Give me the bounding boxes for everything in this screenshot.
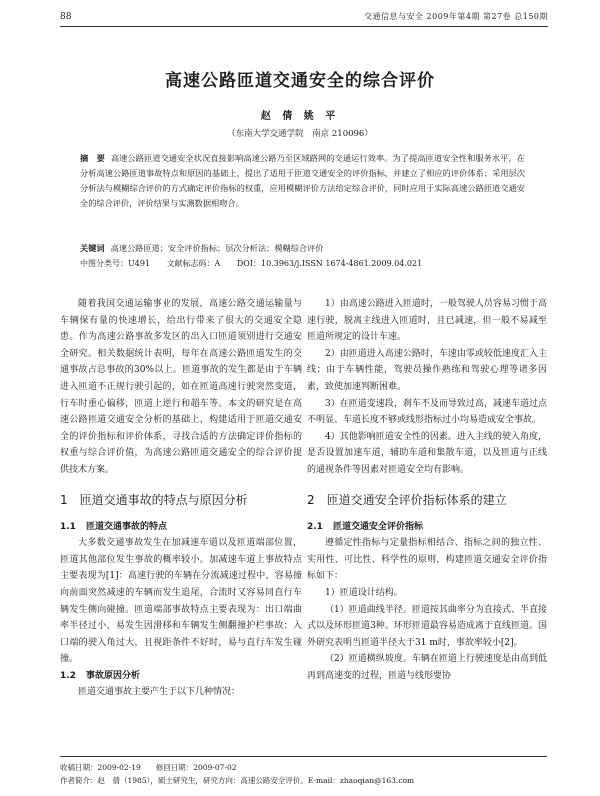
abstract-text: 高速公路匝道交通安全状况直接影响高速公路乃至区域路网的交通运行效率。为了提高匝道安全性和服务水平，在分析高速公路匝道事故特点和原因的基础上，提出了适用于匝道交通安全的评价指标，并建立了相应的评价体系；采用层次分析法与模糊综合评价的方式确定评价指标的权重，应用模糊评价方法给定综合评价，同时应用于实际高速公路匝道交通安全的综合评价，评价结果与实测数据相吻合。 [80,153,525,208]
paper-title: 高速公路匝道交通安全的综合评价 [165,71,435,91]
section-2-number: 2 [307,492,315,507]
paragraph-1-1: 大多数交通事故发生在加减速车道以及匝道端部位置，匝道其他部位发生事故的概率较小。加减速车道上事故特点主要表现为[1]：高速行驶的车辆在分流减速过程中，容易撞向前面突然减速的车辆而发生追尾，合流时又容易同直行车辆发生侧向碰撞。匝道端部事故特点主要表现为：出口端曲率半径过小，易发生因滑移和车辆发生侧翻撞护栏事故；入口端的驶入角过大，且视距条件不好时，易与直行车发生碰撞。 [60,538,302,665]
paragraph-2-2: 1）匝道设计结构。 [325,587,403,598]
journal-info: 交通信息与安全 2009年第4期 第27卷 总150期 [363,12,548,21]
subsection-1-1-heading [60,519,302,536]
section-2-heading [307,491,547,509]
list-item-4: 4）其他影响匝道安全性的因素。进入主线的驶入角度，是否设置加速车道，辅助车道和集散车道，以及匝道与正线的通视条件等因素对匝道安全均有影响。 [307,431,547,475]
paragraph-1-2: 匝道交通事故主要产生于以下几种情况： [78,687,241,698]
classification-line [80,257,530,271]
list-item-2: 2）由匝道进入高速公路时，车速由零或较低速度汇入主线；由于车辆性能，驾驶员操作熟练和驾驶心理等诸多因素，致使加速判断困难。 [307,348,547,392]
subsection-1-2-title: 事故原因分析 [85,670,140,681]
list-item-3: 3）在匝道变速段，刹车不及而导致过高，减速车道过点不明显、车道长度不够或线形指标过小均易造成安全事故。 [307,398,547,426]
section-1-title: 匝道交通事故的特点与原因分析 [79,492,248,507]
subsection-1-1-title: 匝道交通事故的特点 [85,521,167,532]
keywords-label: 关键词 [80,243,105,253]
subsection-2-1-number: 2.1 [307,521,323,532]
footnote-author-bio: 作者简介：赵 倩（1985），硕士研究生，研究方向：高速公路安全评价。E-mail：zhaoqian@163.com [60,776,415,785]
right-column [307,296,547,684]
running-header [60,10,548,27]
paragraph-2-4: （2）匝道横纵坡度。车辆在匝道上行驶速度是由高到低再到高速变的过程，匝道与线形要协 [307,654,547,681]
paragraph-2-3: （1）匝道曲线半径。匝道按其曲率分为直接式、半直接式以及环形匝道3种。环形匝道最容易造成离于直线匝道。国外研究表明当匝道半径大于31 m时，事故率较小[2]。 [307,604,547,648]
clc-number: 中图分类号：U491 [80,259,151,268]
footnote-dates: 收稿日期：2009-02-19 修回日期：2009-07-02 [60,763,237,772]
left-column [60,296,302,701]
doi: DOI：10.3963/j.ISSN 1674-4861.2009.04.021 [236,259,423,268]
paragraph-2-1: 遵循定性指标与定量指标相结合、指标之间的独立性、实用性、可比性、科学性的原则，构建匝道交通安全评价指标如下： [307,538,547,582]
doc-code: 文献标志码：A [166,259,221,268]
intro-paragraph: 随着我国交通运输事业的发展，高速公路交通运输量与车辆保有量的快速增长，给出行带来了很大的交通安全隐患。作为高速公路事故多发区的出入口匝道须别进行交通安全研究。相关数据统计表明，每年在高速公路匝道发生的交通事故占总事故的30%以上。匝道事故的发生都是由于车辆进入匝道不正规行驶引起的，如在匝道高速行驶突然变道，行车时重心偏移，匝道上逆行和超车等。本文的研究是在高速公路匝道交通安全分析的基础上，构建适用于匝道交通安全的评价指标和评价体系，寻找合适的方法确定评价指标的权重与综合评价值，为高速公路匝道交通安全的综合评价提供技术方案。 [60,299,302,475]
abstract-label: 摘 要 [80,153,105,163]
subsection-1-2-number: 1.2 [60,670,76,681]
list-item-1: 1）由高速公路进入匝道时，一般驾驶人员容易习惯于高速行驶，脱离主线进入匝道时，且已减速，但一般不易减至匝道所规定的设计车速。 [307,299,547,343]
abstract [80,151,525,211]
subsection-2-1-title: 匝道交通安全评价指标 [332,521,423,532]
subsection-2-1-heading [307,519,547,536]
section-2-title: 匝道交通安全评价指标体系的建立 [326,492,507,507]
page-number: 88 [60,12,72,22]
subsection-1-1-number: 1.1 [60,521,76,532]
footnote [60,756,547,787]
keywords [80,241,525,255]
author-names: 赵 倩 姚 平 [260,111,340,122]
subsection-1-2-heading [60,668,302,685]
section-1-heading [60,491,302,509]
section-1-number: 1 [60,492,68,507]
keywords-text: 高速公路匝道；安全评价指标；层次分析法；模糊综合评价 [110,243,324,253]
affiliation: （东南大学交通学院 南京 210096） [227,129,373,139]
